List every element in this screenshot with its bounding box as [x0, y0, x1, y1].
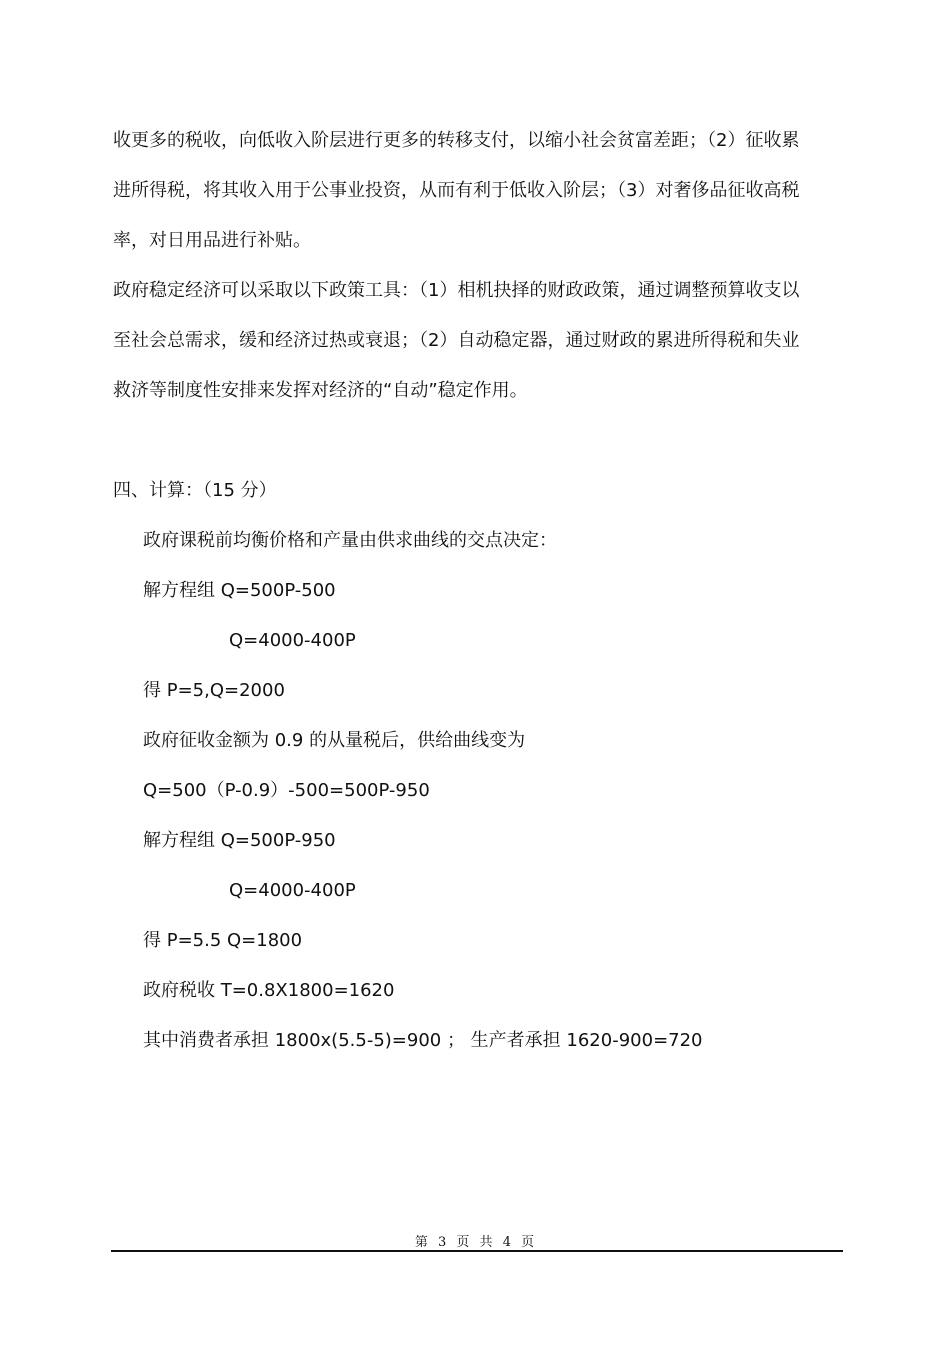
calc-line: 得 P=5,Q=2000 — [143, 680, 285, 701]
paragraph-line: 至社会总需求，缓和经济过热或衰退；（2）自动稳定器，通过财政的累进所得税和失业 — [113, 330, 800, 351]
calc-line: 政府课税前均衡价格和产量由供求曲线的交点决定： — [143, 530, 557, 551]
paragraph-line: 政府稳定经济可以采取以下政策工具：（1）相机抉择的财政政策，通过调整预算收支以 — [113, 280, 800, 301]
calc-line: 政府征收金额为 0.9 的从量税后，供给曲线变为 — [143, 730, 526, 751]
calc-line: Q=4000-400P — [229, 630, 356, 651]
paragraph-line: 收更多的税收，向低收入阶层进行更多的转移支付，以缩小社会贫富差距；（2）征收累 — [113, 130, 800, 151]
calc-line: 解方程组 Q=500P-500 — [143, 580, 336, 601]
paragraph-line: 进所得税，将其收入用于公事业投资，从而有利于低收入阶层；（3）对奢侈品征收高税 — [113, 180, 800, 201]
calc-line: 得 P=5.5 Q=1800 — [143, 930, 303, 951]
paragraph-line: 率，对日用品进行补贴。 — [113, 230, 311, 251]
paragraph-line: 救济等制度性安排来发挥对经济的“自动”稳定作用。 — [113, 380, 528, 401]
section-heading: 四、计算：（15 分） — [113, 480, 277, 501]
page-number: 第 3 页 共 4 页 — [414, 1235, 538, 1250]
calc-line: 政府税收 T=0.8X1800=1620 — [143, 980, 395, 1001]
calc-line: 其中消费者承担 1800x(5.5-5)=900 ； 生产者承担 1620-900=720 — [143, 1030, 703, 1051]
calc-line: 解方程组 Q=500P-950 — [143, 830, 336, 851]
footer-divider — [111, 1250, 843, 1252]
calc-line: Q=500（P-0.9）-500=500P-950 — [143, 780, 430, 801]
calc-line: Q=4000-400P — [229, 880, 356, 901]
